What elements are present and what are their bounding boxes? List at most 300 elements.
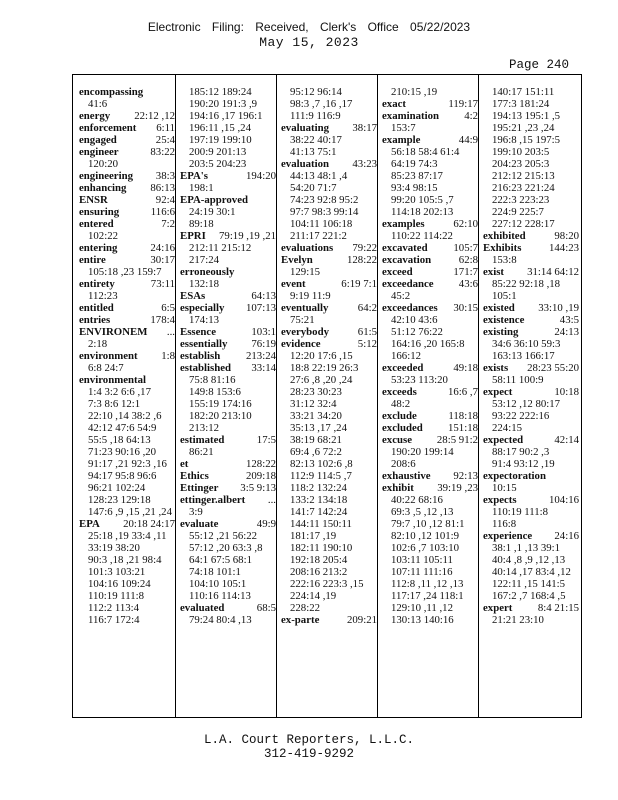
index-term: ex-parte <box>281 614 320 626</box>
page-refs: 10:18 <box>554 386 579 398</box>
page-refs: 24:16 <box>150 242 175 254</box>
index-page-refs <box>382 194 478 206</box>
page-refs: 197:19 199:10 <box>189 134 252 146</box>
index-page-refs <box>281 398 377 410</box>
index-page-refs <box>382 206 478 218</box>
page-refs: 57:12 ,20 63:3 ,8 <box>189 542 263 554</box>
index-entry <box>281 614 377 626</box>
index-page-refs <box>281 110 377 122</box>
column-divider <box>276 75 277 717</box>
index-term: engineering <box>79 170 133 182</box>
page-refs: 88:17 90:2 ,3 <box>492 446 550 458</box>
deposition-date: May 15, 2023 <box>259 35 359 50</box>
index-page-refs <box>180 158 276 170</box>
index-page-refs <box>180 134 276 146</box>
index-term: exclude <box>382 410 417 422</box>
index-entry <box>382 134 478 146</box>
index-page-refs <box>281 494 377 506</box>
page-refs: 153:8 <box>492 254 517 266</box>
page-refs: 89:18 <box>189 218 214 230</box>
page-refs: 132:18 <box>189 278 219 290</box>
index-term: exceedances <box>382 302 438 314</box>
page-refs: 104:10 105:1 <box>189 578 247 590</box>
page-refs: 199:10 203:5 <box>492 146 550 158</box>
page-refs: 211:17 221:2 <box>290 230 347 242</box>
page-refs: 85:23 87:17 <box>391 170 443 182</box>
index-column-4 <box>382 86 478 626</box>
page-refs: 133:2 134:18 <box>290 494 348 506</box>
page-refs: 33:19 38:20 <box>88 542 140 554</box>
index-page-refs <box>281 194 377 206</box>
page-refs: 141:7 142:24 <box>290 506 348 518</box>
index-entry <box>382 110 478 122</box>
index-page-refs <box>180 578 276 590</box>
page-refs: 92:13 <box>453 470 478 482</box>
page-refs: 185:12 189:24 <box>189 86 252 98</box>
page-refs: 194:20 <box>246 170 276 182</box>
index-term: entitled <box>79 302 114 314</box>
index-entry <box>180 362 276 374</box>
page-refs: 155:19 174:16 <box>189 398 252 410</box>
index-entry <box>180 518 276 530</box>
index-entry <box>382 470 478 482</box>
page-refs: 55:12 ,21 56:22 <box>189 530 258 542</box>
index-page-refs <box>382 446 478 458</box>
index-entry <box>483 242 579 254</box>
index-entry <box>79 278 175 290</box>
page-refs: 22:12 ,12 <box>134 110 175 122</box>
index-term: entire <box>79 254 106 266</box>
page-refs: 92:4 <box>155 194 175 206</box>
page-refs: 222:16 223:3 ,15 <box>290 578 364 590</box>
page-refs: 53:12 ,12 80:17 <box>492 398 561 410</box>
page-refs: 171:7 <box>453 266 478 278</box>
page-refs: 86:13 <box>150 182 175 194</box>
index-entry <box>180 602 276 614</box>
page-refs: 44:9 <box>458 134 478 146</box>
column-divider <box>175 75 176 717</box>
page-refs: 6:19 7:1 <box>341 278 377 290</box>
index-page-refs <box>382 542 478 554</box>
index-page-refs <box>79 458 175 470</box>
index-page-refs <box>281 434 377 446</box>
page-refs: 71:23 90:16 ,20 <box>88 446 157 458</box>
index-page-refs <box>382 518 478 530</box>
index-page-refs <box>281 146 377 158</box>
page-refs: 75:8 81:16 <box>189 374 236 386</box>
index-page-refs <box>79 290 175 302</box>
index-term: exhibited <box>483 230 526 242</box>
page-refs: 1:4 3:2 6:6 ,17 <box>88 386 151 398</box>
index-page-refs <box>281 314 377 326</box>
page-refs: 24:19 30:1 <box>189 206 236 218</box>
index-term: encompassing <box>79 86 144 98</box>
index-page-refs <box>79 398 175 410</box>
page-refs: 1:8 <box>161 350 175 362</box>
index-entry <box>79 302 175 314</box>
page-refs: 34:6 36:10 59:3 <box>492 338 561 350</box>
index-term: evaluating <box>281 122 329 134</box>
index-page-refs <box>483 254 579 266</box>
index-entry <box>79 350 175 362</box>
index-page-refs <box>281 458 377 470</box>
index-page-refs <box>382 326 478 338</box>
page-refs: 22:10 ,14 38:2 ,6 <box>88 410 162 422</box>
page-refs: 91:17 ,21 92:3 ,16 <box>88 458 167 470</box>
index-entry <box>180 338 276 350</box>
column-divider <box>478 75 479 717</box>
index-term: evaluate <box>180 518 219 530</box>
index-page-refs <box>382 374 478 386</box>
page-refs: 38:3 <box>155 170 175 182</box>
index-page-refs <box>382 530 478 542</box>
page-refs: 140:17 151:11 <box>492 86 555 98</box>
index-page-refs <box>281 386 377 398</box>
index-page-refs <box>180 542 276 554</box>
index-page-refs <box>382 158 478 170</box>
index-page-refs <box>483 578 579 590</box>
index-page-refs <box>180 614 276 626</box>
index-page-refs <box>483 338 579 350</box>
page-refs: 102:22 <box>88 230 118 242</box>
page-refs: 110:16 114:13 <box>189 590 251 602</box>
page-refs: 41:13 75:1 <box>290 146 337 158</box>
page-refs: 3:9 <box>189 506 203 518</box>
index-page-refs <box>483 194 579 206</box>
page-refs: 79:24 80:4 ,13 <box>189 614 252 626</box>
index-page-refs <box>79 386 175 398</box>
page-refs: 48:2 <box>391 398 411 410</box>
page-refs: 195:21 ,23 ,24 <box>492 122 555 134</box>
index-entry <box>483 314 579 326</box>
page-refs: 61:5 <box>357 326 377 338</box>
index-page-refs <box>382 590 478 602</box>
index-term: Exhibits <box>483 242 522 254</box>
page-refs: 103:11 105:11 <box>391 554 453 566</box>
index-term: ESAs <box>180 290 206 302</box>
page-refs: 200:9 201:13 <box>189 146 247 158</box>
index-entry <box>382 422 478 434</box>
page-refs: 104:11 106:18 <box>290 218 353 230</box>
index-entry <box>79 218 175 230</box>
index-page-refs <box>483 566 579 578</box>
index-page-refs <box>79 230 175 242</box>
index-page-refs <box>483 446 579 458</box>
page-refs: 177:3 181:24 <box>492 98 550 110</box>
index-page-refs <box>79 446 175 458</box>
index-entry <box>281 302 377 314</box>
index-entry <box>483 362 579 374</box>
index-page-refs <box>281 566 377 578</box>
page-refs: 28:23 55:20 <box>527 362 579 374</box>
index-entry <box>180 482 276 494</box>
index-page-refs <box>281 170 377 182</box>
index-page-refs <box>483 98 579 110</box>
index-term: excavated <box>382 242 428 254</box>
index-page-refs <box>382 290 478 302</box>
index-page-refs <box>79 578 175 590</box>
index-term: example <box>382 134 421 146</box>
page-refs: 112:2 113:4 <box>88 602 140 614</box>
index-term: ENSR <box>79 194 108 206</box>
index-term: enforcement <box>79 122 137 134</box>
page-refs: 110:19 111:8 <box>492 506 549 518</box>
page-refs: 69:3 ,5 ,12 ,13 <box>391 506 454 518</box>
page-refs: 90:3 ,18 ,21 98:4 <box>88 554 162 566</box>
index-page-refs <box>79 590 175 602</box>
page-refs: 102:6 ,7 103:10 <box>391 542 460 554</box>
page-refs: 38:19 68:21 <box>290 434 342 446</box>
page-refs: 21:21 23:10 <box>492 614 544 626</box>
index-page-refs <box>483 134 579 146</box>
index-page-refs <box>382 86 478 98</box>
page-refs: 222:3 223:23 <box>492 194 550 206</box>
index-entry <box>281 254 377 266</box>
page-refs: 18:8 22:19 26:3 <box>290 362 359 374</box>
index-page-refs <box>281 554 377 566</box>
page-refs: 209:18 <box>246 470 276 482</box>
index-page-refs <box>382 182 478 194</box>
index-page-refs <box>180 554 276 566</box>
index-page-refs <box>281 578 377 590</box>
index-entry <box>180 434 276 446</box>
index-term: expect <box>483 386 513 398</box>
index-term: exceeds <box>382 386 417 398</box>
page-refs: 49:9 <box>256 518 276 530</box>
index-page-refs <box>79 422 175 434</box>
index-page-refs <box>180 242 276 254</box>
page-refs: 114:18 202:13 <box>391 206 454 218</box>
index-column-2 <box>180 86 276 626</box>
index-page-refs <box>382 578 478 590</box>
index-term: et <box>180 458 189 470</box>
index-page-refs <box>483 614 579 626</box>
page-refs: 209:21 <box>347 614 377 626</box>
index-page-refs <box>79 470 175 482</box>
page-refs: 45:2 <box>391 290 411 302</box>
page-refs: 151:18 <box>448 422 478 434</box>
page-refs: 43:23 <box>352 158 377 170</box>
index-page-refs <box>382 350 478 362</box>
page-refs: 62:10 <box>453 218 478 230</box>
index-page-refs <box>180 182 276 194</box>
page-refs: 73:11 <box>150 278 175 290</box>
index-term: ensuring <box>79 206 120 218</box>
index-page-refs <box>79 506 175 518</box>
page-refs: 43:5 <box>559 314 579 326</box>
index-term: EPA's <box>180 170 208 182</box>
index-page-refs <box>483 206 579 218</box>
page-refs: 178:4 <box>150 314 175 326</box>
page-refs: 31:14 64:12 <box>527 266 579 278</box>
index-term: exceed <box>382 266 413 278</box>
page-refs: 208:6 <box>391 458 416 470</box>
page-refs: 25:18 ,19 33:4 ,11 <box>88 530 167 542</box>
index-page-refs <box>180 566 276 578</box>
page-refs: 93:4 98:15 <box>391 182 438 194</box>
index-entry <box>180 458 276 470</box>
index-term: event <box>281 278 306 290</box>
index-term: evaluations <box>281 242 334 254</box>
index-entry <box>382 434 478 446</box>
index-page-refs <box>281 590 377 602</box>
index-term: engineer <box>79 146 119 158</box>
page-refs: 98:20 <box>554 230 579 242</box>
index-page-refs <box>281 506 377 518</box>
index-page-refs <box>79 434 175 446</box>
page-refs: 40:14 ,17 83:4 ,12 <box>492 566 571 578</box>
page-refs: 212:12 215:13 <box>492 170 555 182</box>
index-page-refs <box>382 494 478 506</box>
page-refs: 166:12 <box>391 350 421 362</box>
index-entry <box>281 158 377 170</box>
page-refs: 112:9 114:5 ,7 <box>290 470 352 482</box>
index-entry <box>180 194 276 206</box>
index-entry <box>281 242 377 254</box>
index-entry <box>382 482 478 494</box>
index-page-refs <box>281 518 377 530</box>
index-page-refs <box>180 218 276 230</box>
page-refs: 16:6 ,7 <box>448 386 478 398</box>
page-refs: 2:18 <box>88 338 108 350</box>
index-page-refs <box>483 506 579 518</box>
page-refs: 105:1 <box>492 290 517 302</box>
index-entry <box>382 254 478 266</box>
index-entry <box>483 386 579 398</box>
index-entry <box>382 410 478 422</box>
page-refs: 116:7 172:4 <box>88 614 140 626</box>
index-page-refs <box>281 230 377 242</box>
index-entry <box>483 530 579 542</box>
index-page-refs <box>180 410 276 422</box>
index-entry <box>382 242 478 254</box>
page-refs: 174:13 <box>189 314 219 326</box>
index-page-refs <box>79 266 175 278</box>
page-refs: 203:5 204:23 <box>189 158 247 170</box>
page-refs: 25:4 <box>155 134 175 146</box>
page-refs: 163:13 166:17 <box>492 350 555 362</box>
index-page-refs <box>483 350 579 362</box>
page-refs: 153:7 <box>391 122 416 134</box>
index-term: evaluated <box>180 602 225 614</box>
page-refs: 31:12 32:4 <box>290 398 337 410</box>
index-page-refs <box>79 338 175 350</box>
page-refs: 94:17 95:8 96:6 <box>88 470 157 482</box>
index-page-refs <box>79 602 175 614</box>
index-term: estimated <box>180 434 225 446</box>
index-page-refs <box>281 290 377 302</box>
index-entry <box>79 314 175 326</box>
index-term: Evelyn <box>281 254 313 266</box>
index-page-refs <box>483 170 579 182</box>
index-term: entirety <box>79 278 115 290</box>
page-refs: 107:13 <box>246 302 276 314</box>
page-refs: 7:3 8:6 12:1 <box>88 398 141 410</box>
index-term: EPRI <box>180 230 206 242</box>
index-entry <box>382 362 478 374</box>
page-refs: 42:12 47:6 54:9 <box>88 422 157 434</box>
page-refs: 35:13 ,17 ,24 <box>290 422 347 434</box>
page-refs: 122:11 ,15 141:5 <box>492 578 566 590</box>
index-page-refs <box>79 566 175 578</box>
index-page-refs <box>180 86 276 98</box>
index-page-refs <box>180 98 276 110</box>
page-refs: 213:12 <box>189 422 219 434</box>
index-entry <box>79 242 175 254</box>
index-entry <box>382 218 478 230</box>
index-term: exhaustive <box>382 470 431 482</box>
index-entry <box>79 194 175 206</box>
page-refs: 9:19 11:9 <box>290 290 331 302</box>
index-entry <box>79 146 175 158</box>
index-term: expert <box>483 602 513 614</box>
page-refs: 33:14 <box>251 362 276 374</box>
page-refs: 12:20 17:6 ,15 <box>290 350 353 362</box>
page-refs: ... <box>166 326 175 338</box>
page-refs: 105:18 ,23 159:7 <box>88 266 162 278</box>
index-page-refs <box>281 182 377 194</box>
index-entry <box>180 266 276 278</box>
index-page-refs <box>382 314 478 326</box>
page-refs: 120:20 <box>88 158 118 170</box>
index-entry <box>483 266 579 278</box>
index-term: energy <box>79 110 111 122</box>
page-refs: 28:5 91:2 <box>436 434 478 446</box>
index-page-refs <box>483 398 579 410</box>
index-page-refs <box>180 122 276 134</box>
index-entry <box>180 170 276 182</box>
index-entry <box>79 122 175 134</box>
page-refs: 74:18 101:1 <box>189 566 241 578</box>
index-entry <box>79 374 175 386</box>
index-page-refs <box>180 254 276 266</box>
page-refs: 53:23 113:20 <box>391 374 448 386</box>
index-term: EPA-approved <box>180 194 248 206</box>
page-refs: 5:12 <box>357 338 377 350</box>
index-page-refs <box>382 398 478 410</box>
word-index-box <box>72 74 582 718</box>
page-refs: 55:5 ,18 64:13 <box>88 434 151 446</box>
index-page-refs <box>79 554 175 566</box>
index-entry <box>281 326 377 338</box>
page-refs: 167:2 ,7 168:4 ,5 <box>492 590 566 602</box>
index-page-refs <box>281 266 377 278</box>
page-refs: 182:20 213:10 <box>189 410 252 422</box>
index-term: enhancing <box>79 182 127 194</box>
index-term: established <box>180 362 231 374</box>
index-page-refs <box>382 566 478 578</box>
reporter-name: L.A. Court Reporters, L.L.C. <box>203 733 415 747</box>
index-page-refs <box>281 98 377 110</box>
page-refs: 62:8 <box>458 254 478 266</box>
index-entry <box>180 302 276 314</box>
page-refs: 190:20 199:14 <box>391 446 454 458</box>
page-refs: 110:19 111:8 <box>88 590 145 602</box>
index-term: eventually <box>281 302 329 314</box>
index-page-refs <box>382 230 478 242</box>
index-term: ENVIRONEM <box>79 326 148 338</box>
page-refs: 118:2 132:24 <box>290 482 347 494</box>
page-refs: 33:21 34:20 <box>290 410 342 422</box>
index-page-refs <box>382 146 478 158</box>
index-entry <box>281 338 377 350</box>
page-refs: ... <box>267 494 276 506</box>
index-term: expectoration <box>483 470 546 482</box>
page-refs: 95:12 96:14 <box>290 86 342 98</box>
page-refs: 79:19 ,19 ,21 <box>219 230 276 242</box>
index-page-refs <box>483 458 579 470</box>
page-refs: 194:16 ,17 196:1 <box>189 110 263 122</box>
